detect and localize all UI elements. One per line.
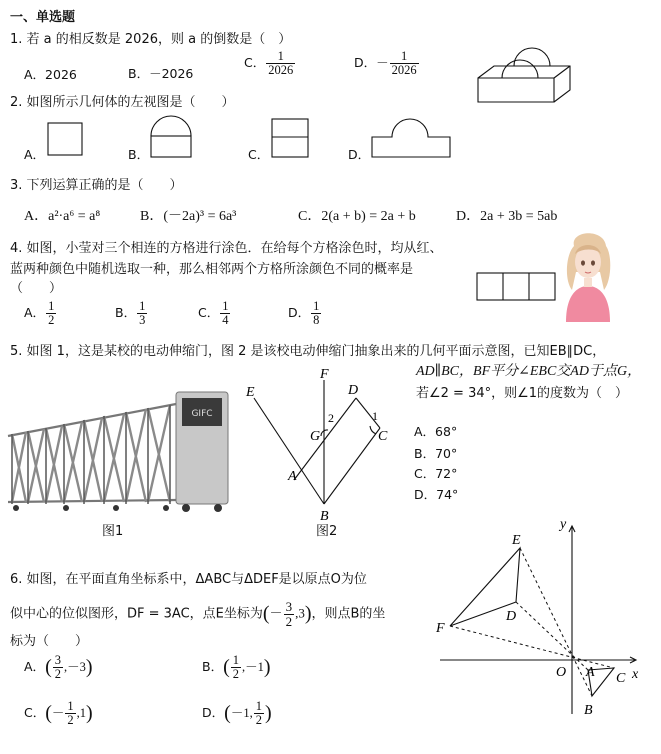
q3-option-a[interactable]: A．a²·a⁶ = a⁸ [24, 209, 101, 224]
q4-option-b[interactable] [115, 300, 148, 327]
q4-option-a-label: A． [24, 305, 46, 321]
q6-e-y: 3 [298, 605, 305, 621]
q3-option-d[interactable]: D．2a + 3b = 5ab [456, 209, 558, 224]
q4-line2: 蓝两种颜色中随机选取一种，那么相邻两个方格所涂颜色不同的概率是 [10, 262, 414, 277]
q5-gate-photo-image [6, 384, 238, 516]
q5-line3: 若∠2 = 34°，则∠1的度数为（ ） [416, 386, 629, 401]
q6-line3: 标为（ ） [10, 634, 89, 649]
q4-option-d[interactable] [288, 300, 322, 327]
q4-line1: 4. 如图，小莹对三个相连的方格进行涂色．在给每个方格涂色时，均从红、 [10, 241, 443, 256]
q5-figure1-caption: 图1 [102, 524, 124, 539]
q5-point-b: B [320, 509, 329, 524]
q6-point-d: D [506, 609, 517, 624]
q6-point-a: A [586, 665, 595, 680]
q6-line2-end: ，则点B的坐 [311, 606, 386, 622]
q2-option-a-figure[interactable] [47, 122, 83, 156]
q5-point-f: F [320, 367, 329, 382]
q5-option-d[interactable]: D．74° [414, 487, 459, 502]
q1-option-b[interactable]: B．－2026 [128, 66, 194, 81]
q6-option-a-y: －3 [67, 660, 86, 675]
q6-option-c-y: 1 [79, 706, 87, 721]
q2-option-c-figure[interactable] [271, 118, 309, 158]
q5-figure2-caption: 图2 [316, 524, 338, 539]
q4-option-d-label: D． [288, 305, 311, 321]
q2-option-d-label[interactable]: D． [348, 147, 371, 162]
q6-line2-start: 似中心的位似图形，DF = 3AC，点E坐标为 [10, 606, 263, 622]
q3-stem: 3. 下列运算正确的是（ ） [10, 178, 183, 193]
q2-option-b-figure[interactable] [150, 116, 192, 158]
q1-option-c[interactable] [244, 50, 296, 77]
q6-option-a-label: A． [24, 659, 46, 675]
q6-e-minus: － [269, 606, 283, 622]
q5-point-c: C [378, 429, 388, 444]
q6-e-x-fraction: $\frac{3}{2}$ [285, 599, 293, 629]
q4-option-b-fraction: $\frac{1}{3}$ [139, 299, 146, 328]
q1-option-c-fraction: $\frac{1}{2026}$ [268, 49, 294, 78]
q1-option-d-label: D．－ [354, 55, 389, 71]
q4-option-c-fraction: $\frac{1}{4}$ [222, 299, 229, 328]
q5-option-b[interactable]: B．70° [414, 446, 458, 461]
q5-geometry-figure [244, 368, 410, 524]
q5-option-a[interactable]: A．68° [414, 424, 458, 439]
q2-option-d-figure[interactable] [371, 118, 451, 158]
q6-point-b: B [584, 703, 593, 718]
q4-option-a-fraction: $\frac{1}{2}$ [48, 299, 55, 328]
q4-option-c-label: C． [198, 305, 220, 321]
q1-option-d-fraction: $\frac{1}{2026}$ [391, 49, 417, 78]
q2-stem: 2. 如图所示几何体的左视图是（ ） [10, 95, 235, 110]
q6-option-a[interactable]: A．( $\frac{3}{2}$ ,－3) [24, 653, 93, 682]
q5-point-g: G [310, 429, 321, 444]
q6-option-d-label: D． [202, 705, 225, 721]
q4-option-a[interactable] [24, 300, 57, 327]
q2-option-b-label[interactable]: B． [128, 147, 150, 162]
q1-option-a[interactable]: A．2026 [24, 67, 77, 82]
q2-option-c-label[interactable]: C． [248, 147, 270, 162]
q6-option-c-fraction: $\frac{1}{2}$ [67, 699, 74, 728]
q6-option-b-label: B． [202, 659, 224, 675]
q1-option-d[interactable] [354, 50, 420, 77]
q1-stem: 1. 若 a 的相反数是 2026，则 a 的倒数是（ ） [10, 32, 292, 47]
q5-angle-2-label: 2 [328, 411, 334, 425]
q6-line1: 6. 如图，在平面直角坐标系中，ΔABC与ΔDEF是以原点O为位 [10, 572, 367, 587]
q6-option-b-y: －1 [245, 660, 264, 675]
q2-solid-figure [474, 44, 574, 104]
q3-option-b[interactable]: B．(－2a)³ = 6a³ [140, 209, 237, 224]
q6-line2: 似中心的位似图形，DF = 3AC，点E坐标为(－ $\frac{3}{2}$ ,3)，则点B的坐 [10, 599, 386, 629]
q5-gate-sign: GIFC [191, 409, 213, 419]
q4-option-b-label: B． [115, 305, 137, 321]
q6-point-e: E [512, 533, 521, 548]
q5-point-a: A [288, 469, 297, 484]
q6-point-c: C [616, 671, 626, 686]
q6-option-d[interactable]: D．(－1, $\frac{1}{2}$ ) [202, 699, 272, 728]
q5-option-c[interactable]: C．72° [414, 466, 458, 481]
q6-axis-y-label: y [560, 517, 567, 532]
q5-line2: AD∥BC，BF平分∠EBC交AD于点G， [416, 364, 642, 379]
girl-illustration-image [560, 232, 616, 322]
q6-axis-x-label: x [632, 667, 639, 682]
q6-option-d-x: －1 [230, 706, 250, 721]
q4-line3: （ ） [10, 281, 63, 296]
q5-line1: 5. 如图 1，这是某校的电动伸缩门，图 2 是该校电动伸缩门抽象出来的几何平面示意图，已知EB∥DC， [10, 344, 606, 359]
q3-option-c[interactable]: C．2(a + b) = 2a + b [298, 209, 416, 224]
q4-three-squares-figure [476, 272, 556, 302]
q6-option-b[interactable]: B．( $\frac{1}{2}$ ,－1) [202, 653, 271, 682]
section-title: 一、单选题 [10, 10, 76, 25]
q6-origin-label: O [556, 665, 567, 680]
q5-angle-1-label: 1 [372, 409, 378, 423]
q6-option-c-label: C． [24, 705, 46, 721]
q6-coordinate-figure [436, 518, 648, 718]
q6-option-a-fraction: $\frac{3}{2}$ [54, 653, 61, 682]
q2-option-a-label[interactable]: A． [24, 147, 46, 162]
q6-option-b-fraction: $\frac{1}{2}$ [232, 653, 239, 682]
q6-option-c-minus: － [51, 705, 65, 721]
q6-option-d-fraction: $\frac{1}{2}$ [255, 699, 262, 728]
q4-option-d-fraction: $\frac{1}{8}$ [313, 299, 320, 328]
q5-point-e: E [246, 385, 255, 400]
q1-option-c-label: C． [244, 55, 266, 71]
q6-option-c[interactable]: C．(－ $\frac{1}{2}$ ,1) [24, 699, 93, 728]
q4-option-c[interactable] [198, 300, 231, 327]
q6-point-f: F [436, 621, 445, 636]
q5-point-d: D [348, 383, 359, 398]
